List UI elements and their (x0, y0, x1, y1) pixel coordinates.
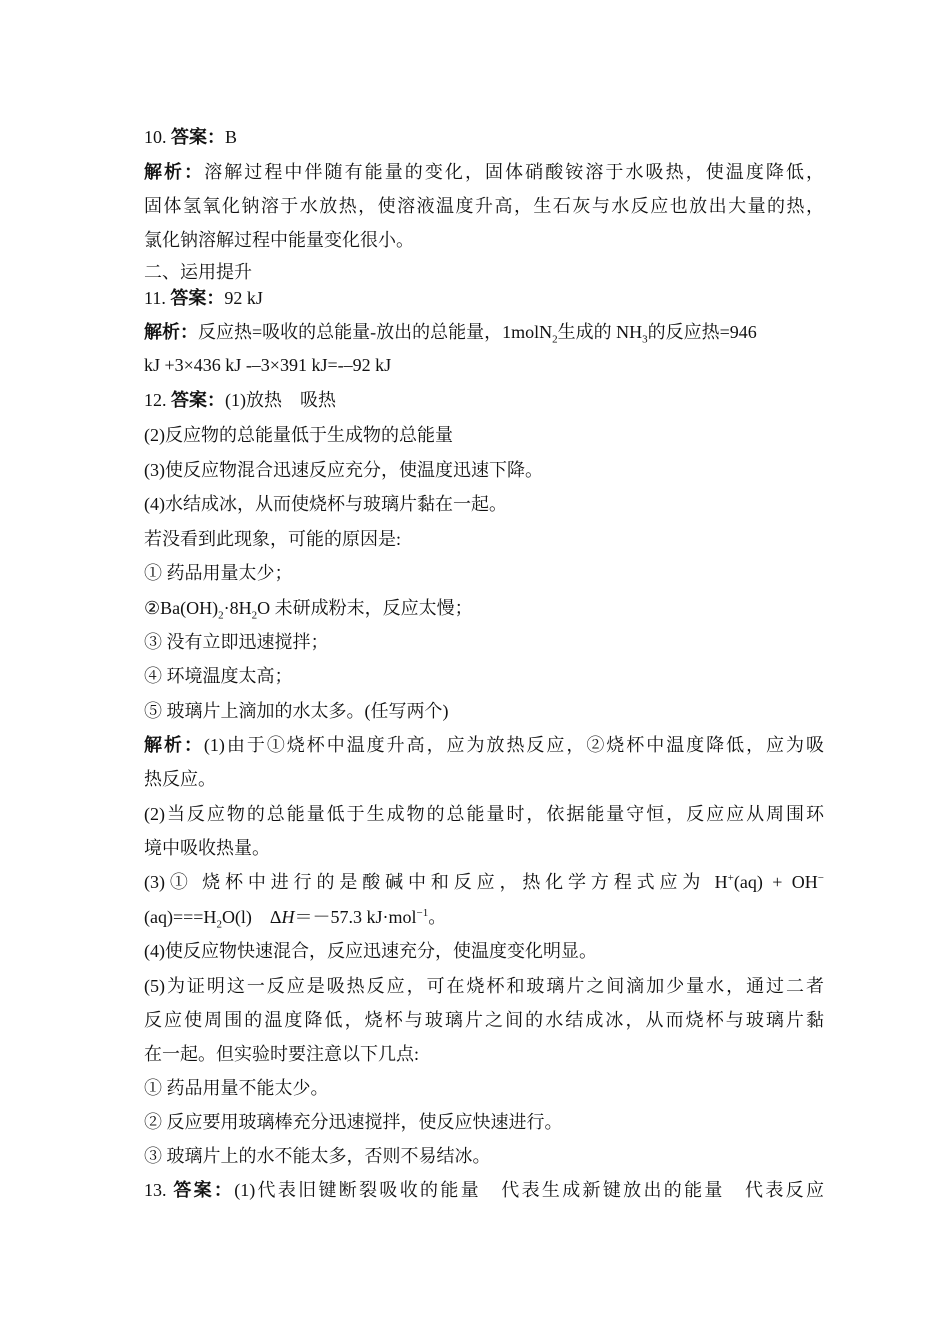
reason-2: $②Ba(OH)_2\cdot 8H_2O$ 未研成粉末，反应太慢； (144, 598, 473, 622)
analysis-label: 解析： (144, 735, 204, 755)
analysis-11-line-1: 解析：反应热=吸收的总能量-放出的总能量，1molN$_2$生成的 $NH_3$的反应热=946 (144, 322, 757, 346)
answer-13: 13. 答案：(1)代表旧键断裂吸收的能量 代表生成新键放出的能量 代表反应 (144, 1180, 824, 1200)
answer-label: 答案： (171, 127, 225, 147)
analysis-10-line-1: 解析：溶解过程中伴随有能量的变化，固体硝酸铵溶于水吸热，使温度降低， (144, 162, 825, 182)
analysis-12-line-7: (4)使反应物快速混合，反应迅速充分，使温度变化明显。 (144, 941, 597, 961)
analysis-12-line-10: 在一起。但实验时要注意以下几点: (144, 1044, 419, 1064)
analysis-12-line-4: 境中吸收热量。 (144, 838, 270, 858)
analysis-10-line-3: 氯化钠溶解过程中能量变化很小。 (144, 230, 414, 250)
answer-11: 11. 答案：92 kJ (144, 288, 263, 308)
reason-4: ④ 环境温度太高； (144, 666, 293, 686)
analysis-12-line-6: $(aq)===H_2O(l)$ ΔH＝－57.3 kJ·mol$^{-1}$。 (144, 907, 447, 931)
answer-12-part-3: (3)使反应物混合迅速反应充分，使温度迅速下降。 (144, 460, 543, 480)
note-2: ② 反应要用玻璃棒充分迅速搅拌，使反应快速进行。 (144, 1112, 563, 1132)
analysis-12-line-5: (3)① 烧杯中进行的是酸碱中和反应，热化学方程式应为 H+(aq) + OH− (144, 872, 824, 892)
reason-3: ③ 没有立即迅速搅拌； (144, 632, 329, 652)
answer-12-note: 若没看到此现象，可能的原因是: (144, 529, 401, 549)
reason-1: ① 药品用量太少； (144, 563, 293, 583)
analysis-11-line-2: kJ +3×436 kJ -–3×391 kJ=-–92 kJ (144, 355, 392, 375)
answer-12: 12. 答案：(1)放热 吸热 (144, 390, 336, 410)
answer-label: 答案： (173, 1180, 235, 1200)
analysis-10-line-2: 固体氢氧化钠溶于水放热，使溶液温度升高，生石灰与水反应也放出大量的热， (144, 196, 824, 216)
answer-label: 答案： (170, 288, 225, 308)
analysis-12-line-1: 解析：(1)由于①烧杯中温度升高，应为放热反应，②烧杯中温度降低，应为吸 (144, 735, 824, 755)
analysis-label: 解析： (144, 162, 205, 182)
reason-5: ⑤ 玻璃片上滴加的水太多。(任写两个) (144, 701, 449, 721)
answer-12-part-2: (2)反应物的总能量低于生成物的总能量 (144, 425, 453, 445)
analysis-12-line-3: (2)当反应物的总能量低于生成物的总能量时，依据能量守恒，反应应从周围环 (144, 804, 824, 824)
answer-12-part-4: (4)水结成冰，从而使烧杯与玻璃片黏在一起。 (144, 494, 507, 514)
answer-10: 10. 答案：B (144, 127, 238, 147)
note-3: ③ 玻璃片上的水不能太多，否则不易结冰。 (144, 1146, 491, 1166)
analysis-label: 解析： (144, 322, 198, 342)
analysis-12-line-9: 反应使周围的温度降低，烧杯与玻璃片之间的水结成冰，从而烧杯与玻璃片黏 (144, 1010, 824, 1030)
section-heading: 二、运用提升 (144, 262, 252, 282)
answer-label: 答案： (171, 390, 225, 410)
analysis-12-line-2: 热反应。 (144, 769, 216, 789)
analysis-12-line-8: (5)为证明这一反应是吸热反应，可在烧杯和玻璃片之间滴加少量水，通过二者 (144, 976, 824, 996)
note-1: ① 药品用量不能太少。 (144, 1078, 329, 1098)
